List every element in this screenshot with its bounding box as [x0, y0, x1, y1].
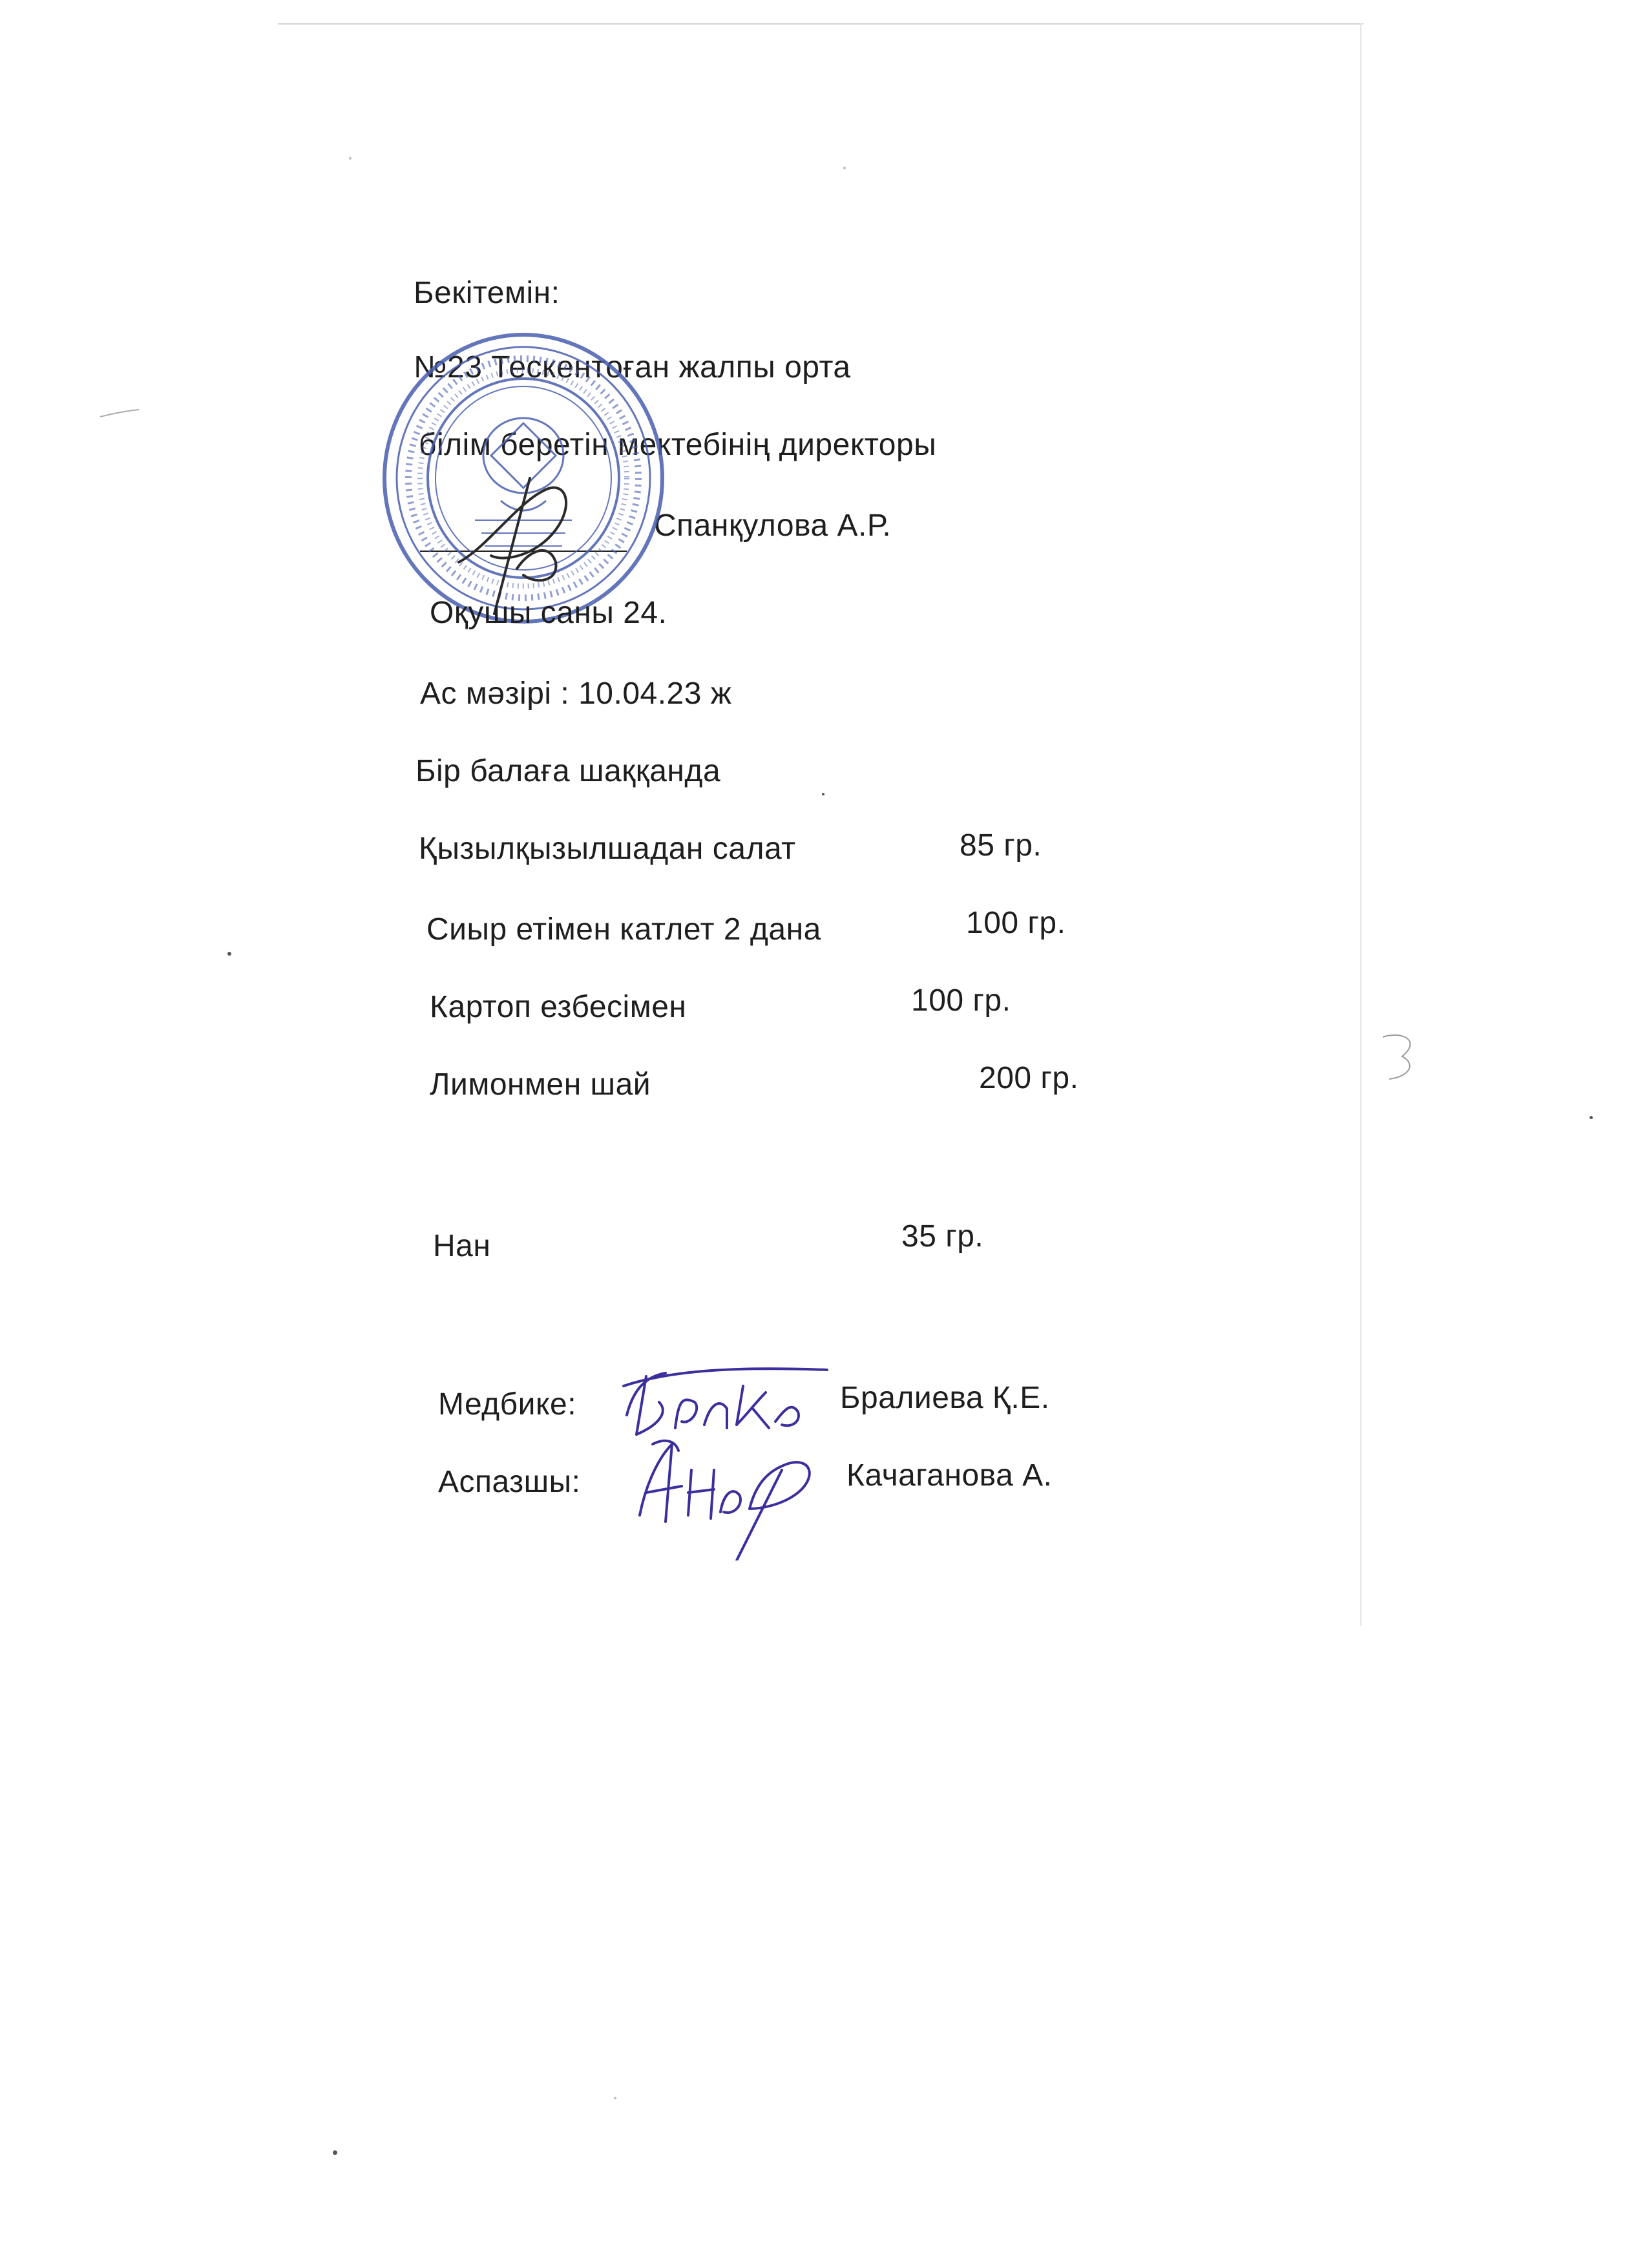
cook-signature — [627, 1431, 846, 1560]
scan-speck — [1590, 1116, 1593, 1119]
scan-speck — [614, 2097, 616, 2099]
menu-item-amount: 100 гр. — [966, 906, 1066, 940]
students-count: Оқушы саны 24. — [430, 596, 667, 630]
cook-label: Аспазшы: — [438, 1465, 581, 1499]
nurse-signature — [620, 1363, 840, 1447]
menu-item-amount: 85 гр. — [960, 828, 1042, 863]
scan-speck — [349, 157, 352, 160]
menu-item-amount: 100 гр. — [911, 983, 1011, 1018]
menu-item-amount: 35 гр. — [901, 1219, 984, 1254]
scan-mark — [1376, 1027, 1428, 1086]
scan-edge — [278, 23, 1363, 25]
scan-speck — [333, 2150, 337, 2155]
school-line-1: №23 Тескентоған жалпы орта — [414, 350, 851, 384]
cook-name: Качаганова А. — [846, 1458, 1053, 1493]
nurse-label: Медбике: — [438, 1387, 577, 1422]
scan-edge — [1360, 23, 1361, 1626]
menu-date: Ас мәзірі : 10.04.23 ж — [420, 677, 732, 711]
director-name: Спанқулова А.Р. — [654, 509, 892, 543]
approval-heading: Бекітемін: — [414, 276, 560, 310]
menu-item-amount: 200 гр. — [979, 1061, 1079, 1095]
per-child-label: Бір балаға шаққанда — [415, 754, 721, 788]
scan-speck — [227, 952, 231, 956]
menu-item-name: Сиыр етімен катлет 2 дана — [426, 912, 821, 947]
menu-item-name: Нан — [433, 1229, 491, 1263]
scan-speck — [822, 793, 824, 795]
scan-speck — [843, 167, 846, 169]
menu-item-name: Қызылқызылшадан салат — [419, 832, 796, 866]
menu-item-name: Лимонмен шай — [430, 1067, 651, 1102]
director-signature — [446, 452, 601, 620]
school-line-2: білім беретін мектебінің директоры — [419, 428, 937, 462]
menu-item-name: Картоп езбесімен — [430, 990, 687, 1024]
scan-mark — [97, 407, 142, 420]
signature-line — [420, 551, 627, 552]
nurse-name: Бралиева Қ.Е. — [840, 1381, 1050, 1415]
